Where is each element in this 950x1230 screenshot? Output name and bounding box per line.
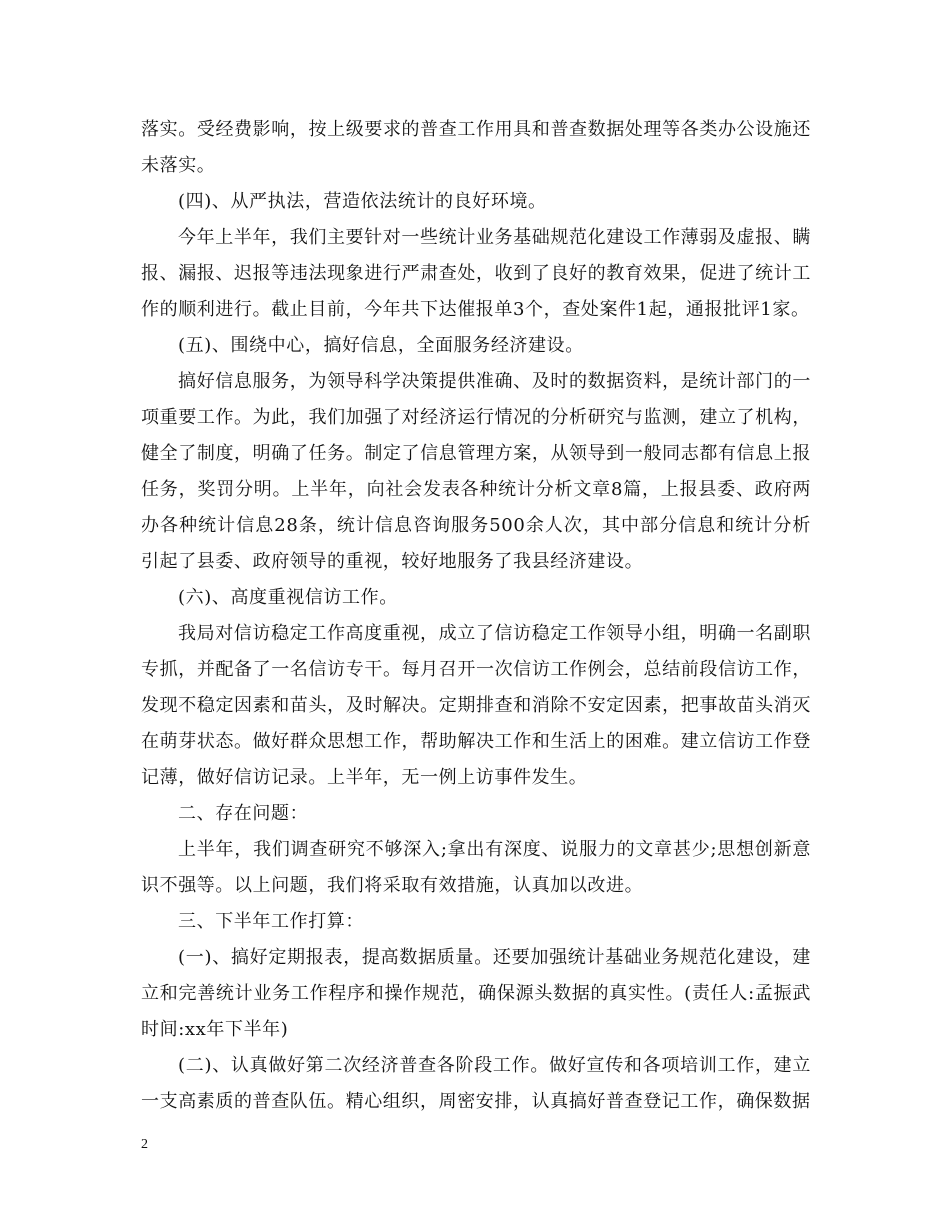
- section-heading-five: (五)、围绕中心，搞好信息，全面服务经济建设。: [178, 335, 584, 356]
- paragraph-problems: 上半年，我们调查研究不够深入;拿出有深度、说服力的文章甚少;思想创新意识不强等。以上问题，我们将采取有效措施，认真加以改进。: [141, 839, 811, 896]
- paragraph-law-enforcement: 今年上半年，我们主要针对一些统计业务基础规范化建设工作薄弱及虚报、瞒报、漏报、迟报等违法现象进行严肃查处，收到了良好的教育效果，促进了统计工作的顺利进行。截止目前，今年共下达催报单3个，查处案件1起，通报批评1家。: [141, 227, 811, 320]
- paragraph-continuation: 落实。受经费影响，按上级要求的普查工作用具和普查数据处理等各类办公设施还未落实。: [141, 119, 811, 176]
- document-body: [141, 112, 811, 1120]
- section-heading-six: (六)、高度重视信访工作。: [178, 587, 398, 608]
- paragraph-plan-two: (二)、认真做好第二次经济普查各阶段工作。做好宣传和各项培训工作，建立一支高素质的普查队伍。精心组织，周密安排，认真搞好普查登记工作，确保数据: [141, 1055, 811, 1112]
- section-heading-four: (四)、从严执法，营造依法统计的良好环境。: [178, 191, 547, 212]
- section-heading-plans: 三、下半年工作打算：: [178, 911, 364, 932]
- paragraph-plan-one: (一)、搞好定期报表，提高数据质量。还要加强统计基础业务规范化建设，建立和完善统计业务工作程序和操作规范，确保源头数据的真实性。(责任人:孟振武 时间:xx年下半年): [141, 947, 811, 1040]
- paragraph-information-service: 搞好信息服务，为领导科学决策提供准确、及时的数据资料，是统计部门的一项重要工作。为此，我们加强了对经济运行情况的分析研究与监测，建立了机构，健全了制度，明确了任务。制定了信息管理方案，从领导到一般同志都有信息上报任务，奖罚分明。上半年，向社会发表各种统计分析文章8篇，上报县委、政府两办各种统计信息28条，统计信息咨询服务500余人次，其中部分信息和统计分析引起了县委、政府领导的重视，较好地服务了我县经济建设。: [141, 371, 811, 572]
- paragraph-petition-work: 我局对信访稳定工作高度重视，成立了信访稳定工作领导小组，明确一名副职专抓，并配备了一名信访专干。每月召开一次信访工作例会，总结前段信访工作，发现不稳定因素和苗头，及时解决。定期排查和消除不安定因素，把事故苗头消灭在萌芽状态。做好群众思想工作，帮助解决工作和生活上的困难。建立信访工作登记薄，做好信访记录。上半年，无一例上访事件发生。: [141, 623, 811, 788]
- page-number: 2: [141, 1137, 148, 1152]
- section-heading-problems: 二、存在问题：: [178, 803, 309, 824]
